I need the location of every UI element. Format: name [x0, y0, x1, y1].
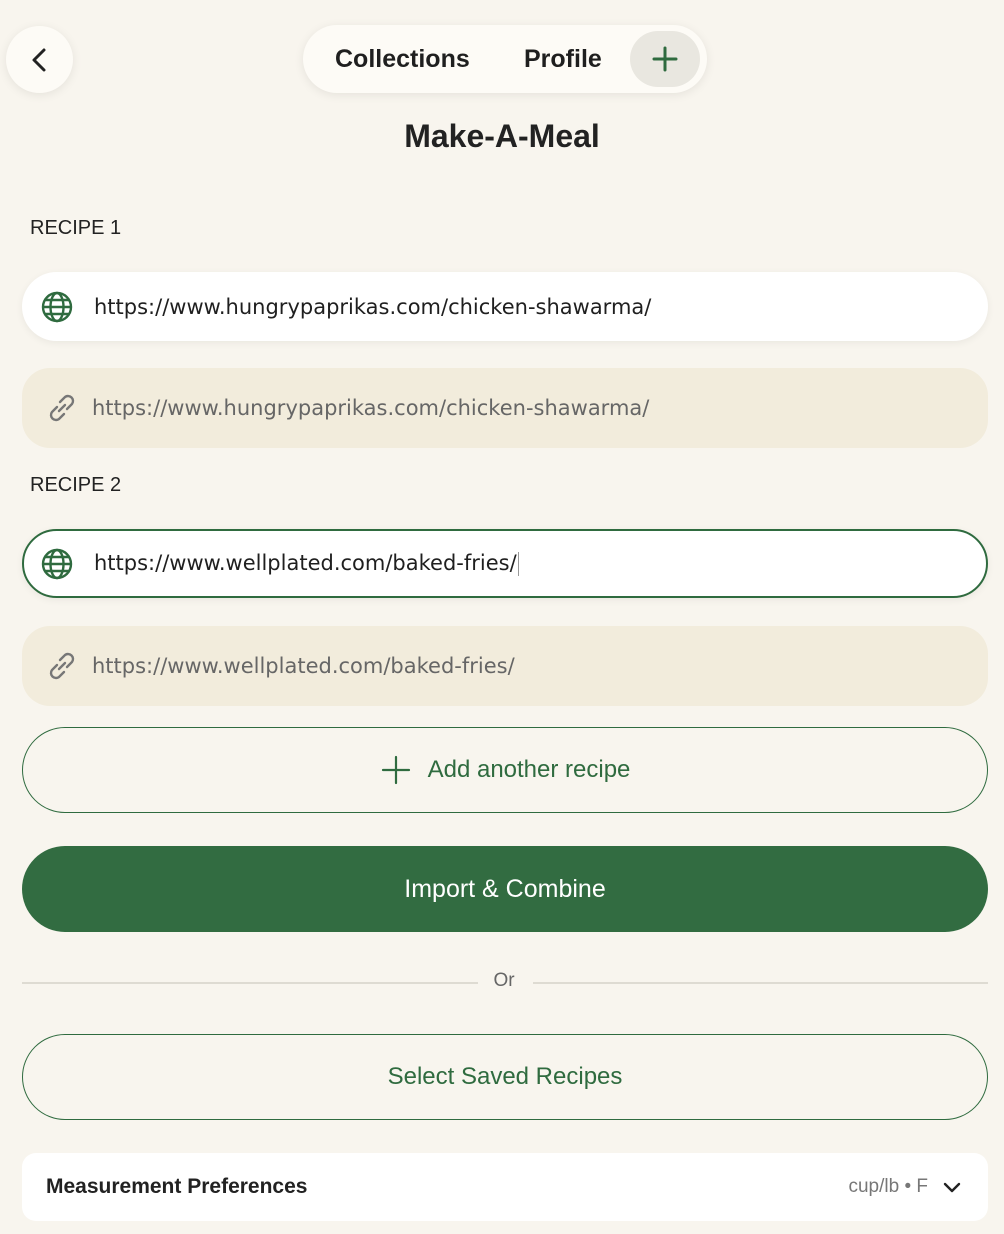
page-title: Make-A-Meal: [404, 118, 600, 154]
measurement-preferences-row[interactable]: [22, 1153, 988, 1221]
globe-icon: [40, 290, 74, 324]
import-combine-button[interactable]: [22, 846, 988, 932]
recipe-2-url-value: [94, 551, 519, 576]
add-button[interactable]: [630, 31, 700, 87]
tab-profile[interactable]: Profile: [524, 45, 602, 73]
divider-or-label: Or: [493, 970, 515, 991]
globe-icon: [40, 547, 74, 581]
recipe-2-url-preview: [22, 626, 988, 706]
select-saved-recipes-label: Select Saved Recipes: [387, 1063, 623, 1090]
chevron-left-icon: [25, 45, 55, 75]
plus-icon: [380, 754, 412, 786]
select-saved-recipes-button[interactable]: [22, 1034, 988, 1120]
back-button[interactable]: [6, 26, 73, 93]
recipe-2-url-text: https://www.wellplated.com/baked-fries/: [94, 551, 517, 575]
measurement-preferences-label: Measurement Preferences: [46, 1175, 308, 1198]
chevron-down-icon: [940, 1175, 964, 1199]
recipe-1-label: RECIPE 1: [30, 217, 122, 239]
recipe-2-url-input[interactable]: [22, 529, 988, 598]
recipe-1-url-value: https://www.hungrypaprikas.com/chicken-shawarma/: [94, 294, 652, 319]
add-another-recipe-label: Add another recipe: [427, 756, 631, 783]
link-icon: [44, 390, 80, 426]
recipe-1-url-input[interactable]: [22, 272, 988, 341]
tab-collections[interactable]: Collections: [335, 45, 470, 73]
add-another-recipe-button[interactable]: [22, 727, 988, 813]
plus-icon: [652, 46, 678, 72]
recipe-2-label: RECIPE 2: [30, 474, 122, 496]
recipe-2-preview-url: https://www.wellplated.com/baked-fries/: [92, 654, 515, 678]
divider-left: [22, 982, 478, 984]
divider-right: [533, 982, 988, 984]
top-nav: [303, 25, 707, 93]
import-combine-label: Import & Combine: [404, 874, 606, 903]
recipe-1-preview-url: https://www.hungrypaprikas.com/chicken-shawarma/: [92, 396, 650, 420]
link-icon: [44, 648, 80, 684]
text-caret: [518, 552, 520, 576]
recipe-1-url-preview: [22, 368, 988, 448]
measurement-preferences-value: cup/lb • F: [848, 1176, 928, 1197]
